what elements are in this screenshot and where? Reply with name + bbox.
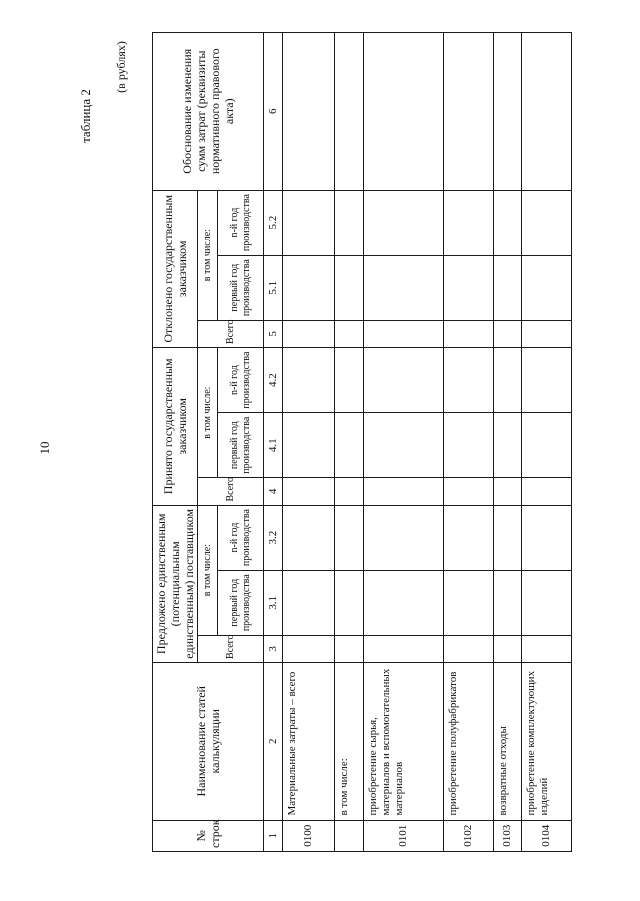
column-number: 2 xyxy=(264,663,283,820)
row-name: в том числе: xyxy=(335,663,363,820)
column-number: 4 xyxy=(264,478,283,505)
header-rejected-total: Всего xyxy=(198,320,264,347)
cell xyxy=(493,478,521,505)
cell xyxy=(493,33,521,191)
cell xyxy=(444,478,494,505)
cell xyxy=(522,505,572,570)
column-number: 3.2 xyxy=(264,505,283,570)
row-name: приобретение полуфабрикатов xyxy=(444,663,494,820)
cell xyxy=(493,570,521,635)
cell xyxy=(335,320,363,347)
table-row xyxy=(283,33,335,852)
cell xyxy=(444,190,494,255)
row-code: 0101 xyxy=(363,820,444,851)
cell xyxy=(444,255,494,320)
costing-table xyxy=(152,32,572,852)
column-number: 3 xyxy=(264,635,283,662)
cell xyxy=(444,570,494,635)
cell xyxy=(283,320,335,347)
cell xyxy=(283,413,335,478)
cell xyxy=(283,348,335,413)
cell xyxy=(283,190,335,255)
cell xyxy=(363,635,444,662)
cell xyxy=(444,320,494,347)
row-name: возвратные отходы xyxy=(493,663,521,820)
header-proposed-total: Всего xyxy=(198,635,264,662)
cell xyxy=(363,255,444,320)
cell xyxy=(522,33,572,191)
row-name: приобретение комплектующих изделий xyxy=(522,663,572,820)
row-code: 0104 xyxy=(522,820,572,851)
cell xyxy=(522,255,572,320)
column-number: 1 xyxy=(264,820,283,851)
header-proposed-first-year: первый год производства xyxy=(218,570,264,635)
cell xyxy=(363,478,444,505)
row-name: Материальные затраты – всего xyxy=(283,663,335,820)
cell xyxy=(283,635,335,662)
cell xyxy=(493,190,521,255)
cell xyxy=(522,478,572,505)
cell xyxy=(283,570,335,635)
row-code: 0102 xyxy=(444,820,494,851)
cell xyxy=(335,413,363,478)
cell xyxy=(444,33,494,191)
column-number: 5.1 xyxy=(264,255,283,320)
header-accepted-first-year: первый год производства xyxy=(218,413,264,478)
cell xyxy=(522,413,572,478)
row-code: 0100 xyxy=(283,820,335,851)
cell xyxy=(522,570,572,635)
rotated-table-container xyxy=(152,32,572,852)
cell xyxy=(493,320,521,347)
cell xyxy=(493,635,521,662)
cell xyxy=(335,635,363,662)
header-rejected-nth-year: n-й год производства xyxy=(218,190,264,255)
row-code xyxy=(335,820,363,851)
header-rejected-first-year: первый год производства xyxy=(218,255,264,320)
cell xyxy=(363,320,444,347)
header-proposed-including: в том числе: xyxy=(198,505,218,635)
header-justification: Обоснование изменения сумм затрат (реквизиты нормативного правового акта) xyxy=(153,33,264,191)
table-row xyxy=(522,33,572,852)
column-number: 3.1 xyxy=(264,570,283,635)
cell xyxy=(363,505,444,570)
cell xyxy=(522,320,572,347)
column-number: 6 xyxy=(264,33,283,191)
table-row xyxy=(335,33,363,852)
header-item-name: Наименование статей калькуляции xyxy=(153,663,264,820)
table-row xyxy=(493,33,521,852)
header-rejected-including: в том числе: xyxy=(198,190,218,320)
cell xyxy=(363,33,444,191)
cell xyxy=(493,255,521,320)
column-number: 5 xyxy=(264,320,283,347)
header-row-no: № строк xyxy=(153,820,264,851)
cell xyxy=(363,413,444,478)
header-proposed: Предложено единственным (потенциальным единственным) поставщиком xyxy=(153,505,198,663)
cell xyxy=(493,348,521,413)
cell xyxy=(493,413,521,478)
row-name: приобретение сырья, материалов и вспомогательных материалов xyxy=(363,663,444,820)
cell xyxy=(444,348,494,413)
cell xyxy=(444,505,494,570)
cell xyxy=(283,478,335,505)
column-number: 5.2 xyxy=(264,190,283,255)
cell xyxy=(335,255,363,320)
row-code: 0103 xyxy=(493,820,521,851)
cell xyxy=(522,190,572,255)
cell xyxy=(283,33,335,191)
cell xyxy=(283,255,335,320)
table-row xyxy=(363,33,444,852)
cell xyxy=(335,505,363,570)
cell xyxy=(522,348,572,413)
cell xyxy=(335,570,363,635)
header-proposed-nth-year: n-й год производства xyxy=(218,505,264,570)
cell xyxy=(363,190,444,255)
cell xyxy=(493,505,521,570)
cell xyxy=(363,570,444,635)
header-accepted: Принято государственным заказчиком xyxy=(153,348,198,506)
column-number: 4.1 xyxy=(264,413,283,478)
cell xyxy=(283,505,335,570)
column-number: 4.2 xyxy=(264,348,283,413)
cell xyxy=(335,348,363,413)
cell xyxy=(335,33,363,191)
cell xyxy=(335,478,363,505)
cell xyxy=(335,190,363,255)
header-accepted-including: в том числе: xyxy=(198,348,218,478)
cell xyxy=(522,635,572,662)
table-row xyxy=(444,33,494,852)
cell xyxy=(444,413,494,478)
header-rejected: Отклонено государственным заказчиком xyxy=(153,190,198,348)
header-accepted-total: Всего xyxy=(198,478,264,505)
header-accepted-nth-year: n-й год производства xyxy=(218,348,264,413)
cell xyxy=(363,348,444,413)
cell xyxy=(444,635,494,662)
